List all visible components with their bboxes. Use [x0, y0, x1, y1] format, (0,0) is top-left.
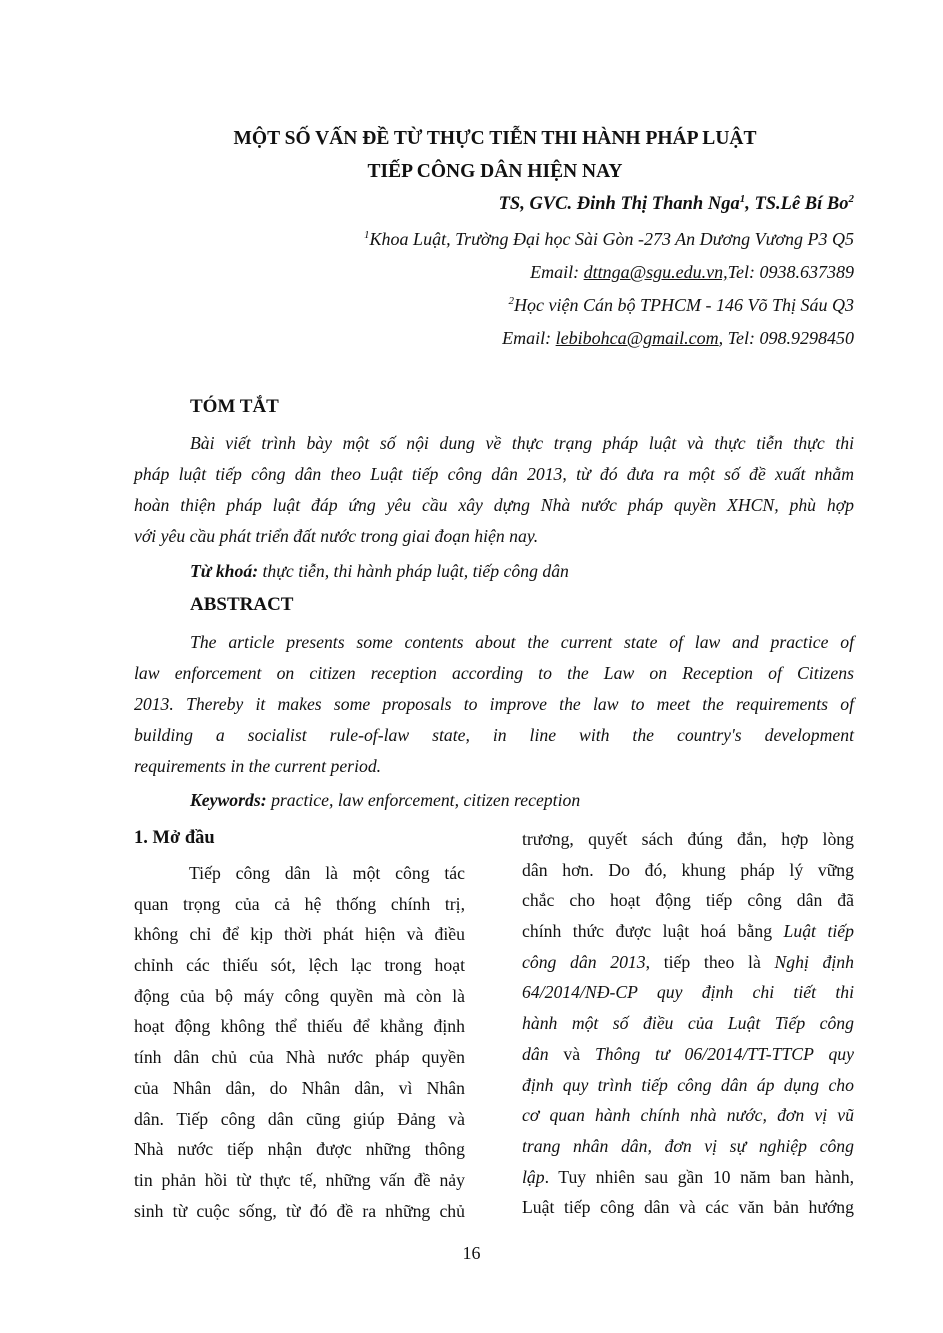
tomtat-keywords-label: Từ khoá: — [190, 561, 259, 581]
body-line — [522, 947, 854, 978]
body-line: dân hơn. Do đó, khung pháp lý vững — [522, 859, 854, 880]
tomtat-line: Bài viết trình bày một số nội dung về thực trạng pháp luật và thực tiễn thực thi — [190, 433, 854, 453]
body-line: không chỉ để kịp thời phát hiện và điều — [134, 924, 465, 945]
abstract-keywords-text: practice, law enforcement, citizen reception — [266, 790, 581, 810]
body-line: hành một số điều của Luật Tiếp công — [522, 1013, 854, 1034]
tomtat-line: với yêu cầu phát triển đất nước trong giai đoạn hiện nay. — [134, 526, 539, 546]
decree-reference: dân — [522, 1043, 549, 1064]
contact-2 — [502, 325, 854, 351]
abstract-line: law enforcement on citizen reception according to the Law on Reception of Citizens — [134, 663, 854, 683]
paper-title-line-2: TIẾP CÔNG DÂN HIỆN NAY — [367, 161, 623, 182]
law-reference: công dân 2013 — [522, 951, 646, 972]
body-line: tin phản hồi từ thực tế, những vấn đề nảy — [134, 1169, 465, 1190]
circular-reference: Thông tư 06/2014/TT-TTCP quy — [594, 1043, 854, 1064]
body-line: 64/2014/NĐ-CP quy định chi tiết thi — [522, 982, 854, 1003]
body-line: quan trọng của cả hệ thống chính trị, — [134, 893, 465, 914]
tel-1: Tel: 0938.637389 — [727, 262, 854, 282]
abstract-line: building a socialist rule-of-law state, in line with the country's development — [134, 725, 854, 745]
abstract-line: 2013. Thereby it makes some proposals to improve the law to meet the requirements of — [134, 694, 854, 714]
body-line: chắc cho hoạt động tiếp công dân đã — [522, 890, 854, 911]
abstract-keywords-label: Keywords: — [190, 790, 267, 810]
circular-reference: lập — [522, 1166, 545, 1187]
body-line: Luật tiếp công dân và các văn bản hướng — [522, 1197, 854, 1218]
tomtat-keywords — [190, 558, 569, 584]
affiliation-2-text: Học viện Cán bộ TPHCM - 146 Võ Thị Sáu Q3 — [514, 295, 854, 315]
body-line: định quy trình tiếp công dân áp dụng cho — [522, 1074, 854, 1095]
body-line: Tiếp công dân là một công tác — [189, 863, 465, 883]
tomtat-line: pháp luật tiếp công dân theo Luật tiếp công dân 2013, từ đó đưa ra một số đề xuất nhằm — [134, 464, 854, 484]
section-1-heading: 1. Mở đầu — [134, 828, 215, 848]
paper-title-line-1: MỘT SỐ VẤN ĐỀ TỪ THỰC TIỄN THI HÀNH PHÁP LUẬT — [233, 128, 757, 149]
body-line — [522, 1162, 854, 1193]
page-number: 16 — [462, 1243, 481, 1263]
body-line: của Nhân dân, do Nhân dân, vì Nhân — [134, 1077, 465, 1098]
abstract-keywords — [190, 787, 580, 813]
law-reference: Luật tiếp — [783, 921, 854, 942]
affiliation-1 — [364, 226, 854, 252]
tomtat-paragraph — [134, 428, 854, 552]
tomtat-line: hoàn thiện pháp luật đáp ứng yêu cầu xây dựng Nhà nước pháp quyền XHCN, phù hợp — [134, 495, 854, 515]
abstract-paragraph — [134, 627, 854, 782]
section-1-right-column — [522, 824, 854, 1223]
body-line: cơ quan hành chính nhà nước, đơn vị vũ — [522, 1105, 854, 1126]
abstract-line: requirements in the current period. — [134, 756, 382, 776]
tel-2: , Tel: 098.9298450 — [718, 328, 854, 348]
tomtat-heading: TÓM TẮT — [190, 396, 279, 417]
body-text: , tiếp theo là — [645, 951, 775, 972]
affiliation-2-sup: 2 — [508, 295, 515, 307]
author-2-sup: 2 — [848, 192, 854, 205]
body-line: Nhà nước tiếp nhận được những thông — [134, 1139, 465, 1160]
email-1-label: Email: — [530, 262, 584, 282]
abstract-heading: ABSTRACT — [190, 594, 294, 615]
authors-line — [499, 191, 854, 217]
body-text: và — [548, 1043, 595, 1064]
affiliation-1-sup: 1 — [364, 229, 370, 241]
decree-reference: Nghị định — [774, 951, 854, 972]
author-2: TS.Lê Bí Bo — [754, 194, 849, 214]
body-line: trương, quyết sách đúng đắn, hợp lòng — [522, 829, 854, 849]
body-text: chính thức được luật hoá bằng — [522, 921, 784, 942]
body-line: động của bộ máy công quyền mà còn là — [134, 985, 465, 1006]
body-line: sinh từ cuộc sống, từ đó đề ra những chủ — [134, 1200, 465, 1221]
contact-1 — [530, 259, 854, 285]
email-2-link[interactable]: lebibohca@gmail.com — [555, 328, 719, 348]
body-line — [522, 1039, 854, 1070]
author-1: TS, GVC. Đinh Thị Thanh Nga — [498, 194, 740, 214]
author-separator: , — [745, 194, 755, 214]
affiliation-2 — [509, 292, 854, 318]
affiliation-1-text: Khoa Luật, Trường Đại học Sài Gòn -273 An Dương Vương P3 Q5 — [369, 229, 854, 249]
author-1-sup: 1 — [739, 192, 746, 205]
body-text: . Tuy nhiên sau gần 10 năm ban hành, — [544, 1166, 854, 1187]
body-line: hoạt động không thể thiếu để khẳng định — [134, 1016, 465, 1037]
abstract-line: The article presents some contents about the current state of law and practice of — [190, 632, 854, 652]
body-line — [522, 916, 854, 947]
body-line: chỉnh các thiếu sót, lệch lạc trong hoạt — [134, 955, 465, 976]
tomtat-keywords-text: thực tiễn, thi hành pháp luật, tiếp công dân — [258, 561, 569, 581]
body-line: tính dân chủ của Nhà nước pháp quyền — [134, 1047, 465, 1068]
section-1-left-column — [134, 858, 465, 1226]
email-2-label: Email: — [502, 328, 556, 348]
body-line: dân. Tiếp công dân cũng giúp Đảng và — [134, 1108, 465, 1129]
body-line: trang nhân dân, đơn vị sự nghiệp công — [522, 1135, 854, 1156]
email-1-link[interactable]: dttnga@sgu.edu.vn, — [583, 262, 728, 282]
